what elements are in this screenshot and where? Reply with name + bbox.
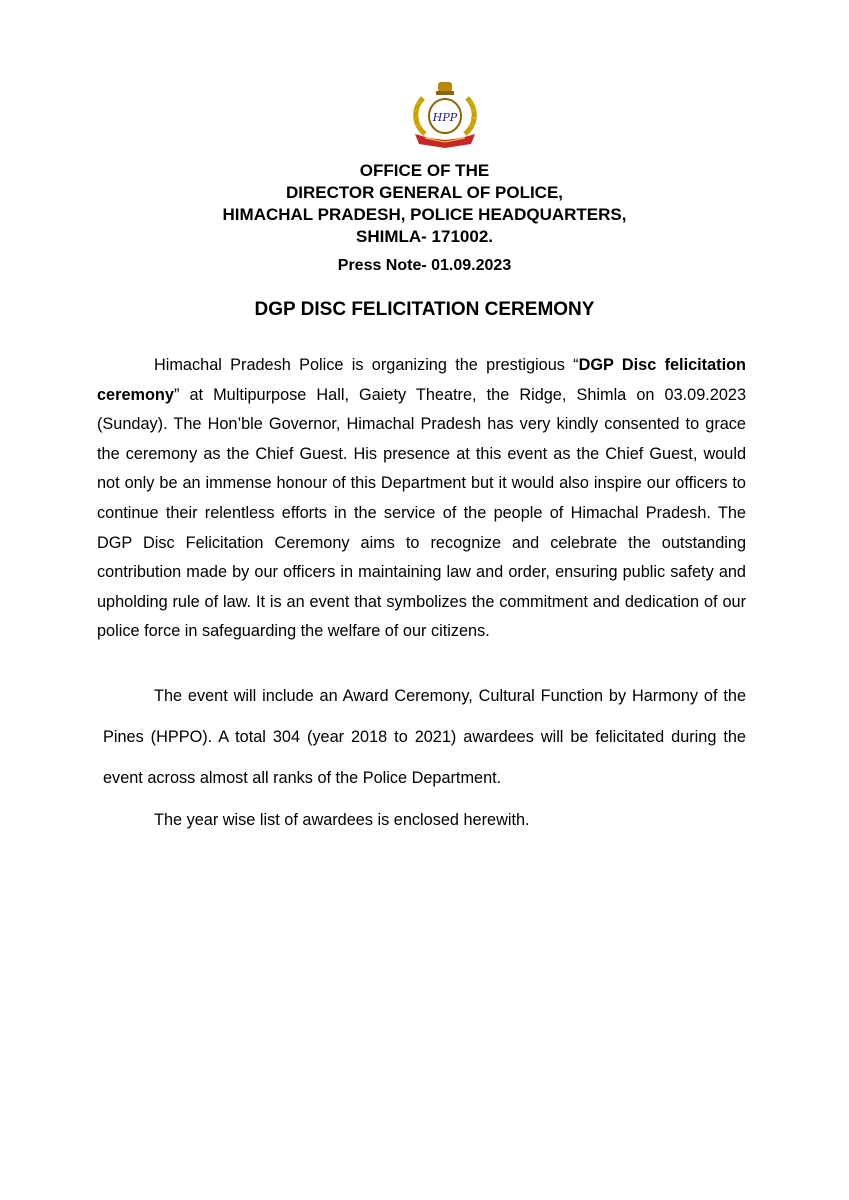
document-title: DGP DISC FELICITATION CEREMONY [254, 299, 595, 320]
body-paragraph-2: The event will include an Award Ceremony, Cultural Function by Harmony of the Pines (HPPO). A total 304 (year 2018 to 2021) awardees will be felicitated during the event across almost all ranks of the Police Department. [103, 687, 746, 787]
press-note-date: Press Note- 01.09.2023 [337, 257, 512, 274]
ceremony-name-bold: DGP Disc felicitation ceremony [97, 356, 746, 404]
svg-text:HPP: HPP [432, 111, 458, 124]
office-line-2: DIRECTOR GENERAL OF POLICE, [285, 183, 564, 202]
office-line-3: HIMACHAL PRADESH, POLICE HEADQUARTERS, [222, 205, 627, 224]
paragraph-1-text-b: ” at Multipurpose Hall, Gaiety Theatre, the Ridge, Shimla on 03.09.2023 (Sunday). The Hon’ble Governor, Himachal Pradesh has very kindly consented to grace the ceremony as the Chief Guest. His presence at this event as the Chief Guest, would not only be an immense honour of this Department but it would also inspire our officers to continue their relentless efforts in the service of the people of Himachal Pradesh. The DGP Disc Felicitation Ceremony aims to recognize and celebrate the outstanding contribution made by our officers in maintaining law and order, ensuring public safety and upholding rule of law. It is an event that symbolizes the commitment and dedication of our police force in safeguarding the welfare of our citizens. [97, 385, 746, 641]
office-address-header [0, 160, 849, 248]
hp-police-emblem-icon [405, 80, 485, 152]
body-paragraph-3: The year wise list of awardees is enclosed herewith. [154, 811, 530, 829]
body-paragraph-1 [97, 351, 746, 647]
paragraph-1-text-a: Himachal Pradesh Police is organizing the prestigious “ [154, 356, 579, 374]
office-line-4: SHIMLA- 171002. [356, 227, 493, 246]
office-line-1: OFFICE OF THE [359, 161, 490, 180]
